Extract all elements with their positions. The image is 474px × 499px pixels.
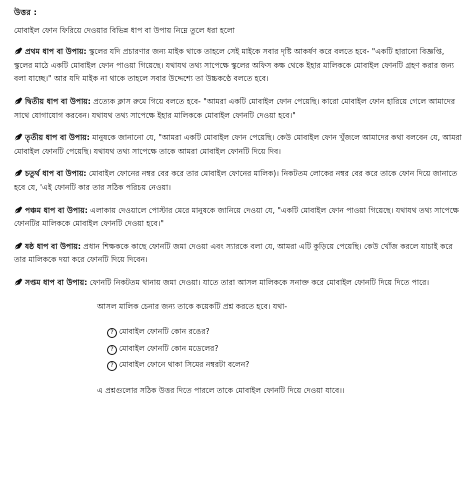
question-marker: ?: [107, 345, 117, 355]
question-item: [107, 358, 457, 372]
step-title: দ্বিতীয় ধাপ বা উপায়:: [25, 96, 91, 106]
step-body: প্রধান শিক্ষককে কাছে ফোনটি জমা দেওয়া এবং স্যারকে বলা যে, আমরা এটি কুড়িয়ে পেয়েছি। কেউ খোঁজ করলে যাচাই করে তার মালিককে দয়া করে ফোনটি দিয়ে দিবেন।: [14, 241, 453, 265]
pen-nib-icon: [14, 242, 23, 250]
intro-text: মোবাইল ফোন ফিরিয়ে দেওয়ার বিভিন্ন ধাপ বা উপায় নিম্নে তুলে ধরা হলো: [14, 25, 235, 35]
step-title: চতুর্থ ধাপ বা উপায়:: [25, 169, 87, 179]
owner-verification-section: [97, 300, 457, 398]
step-body: মোবাইল ফোনের নম্বর বের করে তার মোবাইল ফোনের মালিক)। নিকটতম লোকের নম্বর বের করে তাকে ফোন দিয়ে জানাতে হবে যে, 'এই ফোনটি কার তার সঠিক পরিচয় নেওয়া।: [14, 169, 458, 192]
pen-nib-icon: [14, 169, 23, 177]
question-marker: ?: [107, 361, 117, 371]
question-text: মোবাইল ফোনে থাকা সিমের নম্বরটা বলেন?: [119, 360, 250, 370]
step-item: [14, 204, 462, 231]
step-item: [14, 240, 462, 267]
question-item: [107, 342, 457, 356]
step-title: প্রথম ধাপ বা উপায়:: [25, 47, 87, 57]
pen-nib-icon: [14, 133, 23, 141]
step-body: ফোনটি নিকটতম থানায় জমা দেওয়া। যাতে তারা আসল মালিককে সনাক্ত করে মোবাইল ফোনটি দিয়ে দিতে পারে।: [87, 277, 430, 287]
step-body: স্কুলের যদি প্রচারণার জন্য মাইক থাকে তাহলে সেই মাইকে সবার দৃষ্টি আকর্ষণ করে বলতে হবে- "একটি হারানো বিজ্ঞপ্তি, স্কুলের মাঠে একটি মোবাইল ফোন পাওয়া গিয়েছে। যথাযথ তথ্য সাপেক্ষে স্কুলের অফিস কক্ষ থেকে ইহার মালিককে মোবাইল ফোনটি গ্রহণ করার জন্য বলা যাচ্ছে।" আর যদি মাইক না থাকে তাহলে সবার উদ্দেশ্যে তা উচ্চকণ্ঠে বলতে হবে।: [14, 47, 454, 84]
pen-nib-icon: [14, 206, 23, 214]
question-marker: ?: [107, 328, 117, 338]
question-list: [107, 325, 457, 372]
step-item: [14, 95, 462, 122]
step-item: [14, 131, 462, 158]
step-title: তৃতীয় ধাপ বা উপায়:: [25, 133, 90, 143]
step-title: সপ্তম ধাপ বা উপায়:: [25, 277, 88, 287]
closing-text: এ প্রশ্নগুলোর সঠিক উত্তর দিতে পারলে তাকে মোবাইল ফোনটি দিয়ে দেওয়া যাবে।।: [97, 385, 345, 395]
verification-intro: আসল মালিক চেনার জন্য তাকে কয়েকটি প্রশ্ন করতে হবে। যথা-: [97, 301, 288, 311]
question-text: মোবাইল ফোনটি কোন রঙের?: [119, 327, 210, 337]
question-text: মোবাইল ফোনটি কোন মডেলের?: [119, 343, 219, 353]
answer-heading: উত্তর :: [14, 7, 37, 17]
step-body: প্রত্যেক ক্লাস রুমে গিয়ে বলতে হবে- "আমরা একটি মোবাইল ফোন পেয়েছি। কারো মোবাইল ফোন হারিয়ে গেলে আমাদের সাথে যোগাযোগ করবেন। যথাযথ তথ্য সাপেক্ষে ইহার মালিককে মোবাইল ফোনটি দেওয়া হবে।": [14, 96, 456, 120]
question-item: [107, 325, 457, 339]
step-item: [14, 45, 462, 86]
step-item: [14, 167, 462, 194]
step-title: পঞ্চম ধাপ বা উপায়:: [25, 205, 88, 215]
step-item: [14, 276, 462, 290]
pen-nib-icon: [14, 97, 23, 105]
pen-nib-icon: [14, 47, 23, 55]
steps-list: [14, 45, 462, 289]
step-body: এলাকায় দেওয়ালে পোস্টার মেরে মানুষকে জানিয়ে দেওয়া যে, "একটি মোবাইল ফোন পাওয়া গিয়েছে। যথাযথ তথ্য সাপেক্ষে ফোনটির মালিককে মোবাইল ফোনটি দেওয়া হবে।": [14, 205, 459, 229]
pen-nib-icon: [14, 278, 23, 286]
step-title: ষষ্ঠ ধাপ বা উপায়:: [25, 241, 81, 251]
step-body: মানুষকে জানানো যে, "আমরা একটি মোবাইল ফোন পেয়েছি। কেউ মোবাইল ফোন খুঁজলে আমাদের কথা বলবেন যে, আমরা মোবাইল ফোনটি পেয়েছি। যথাযথ তথ্য সাপেক্ষে তাকে আমরা মোবাইল ফোনটি দিয়ে দিব।: [14, 133, 462, 156]
